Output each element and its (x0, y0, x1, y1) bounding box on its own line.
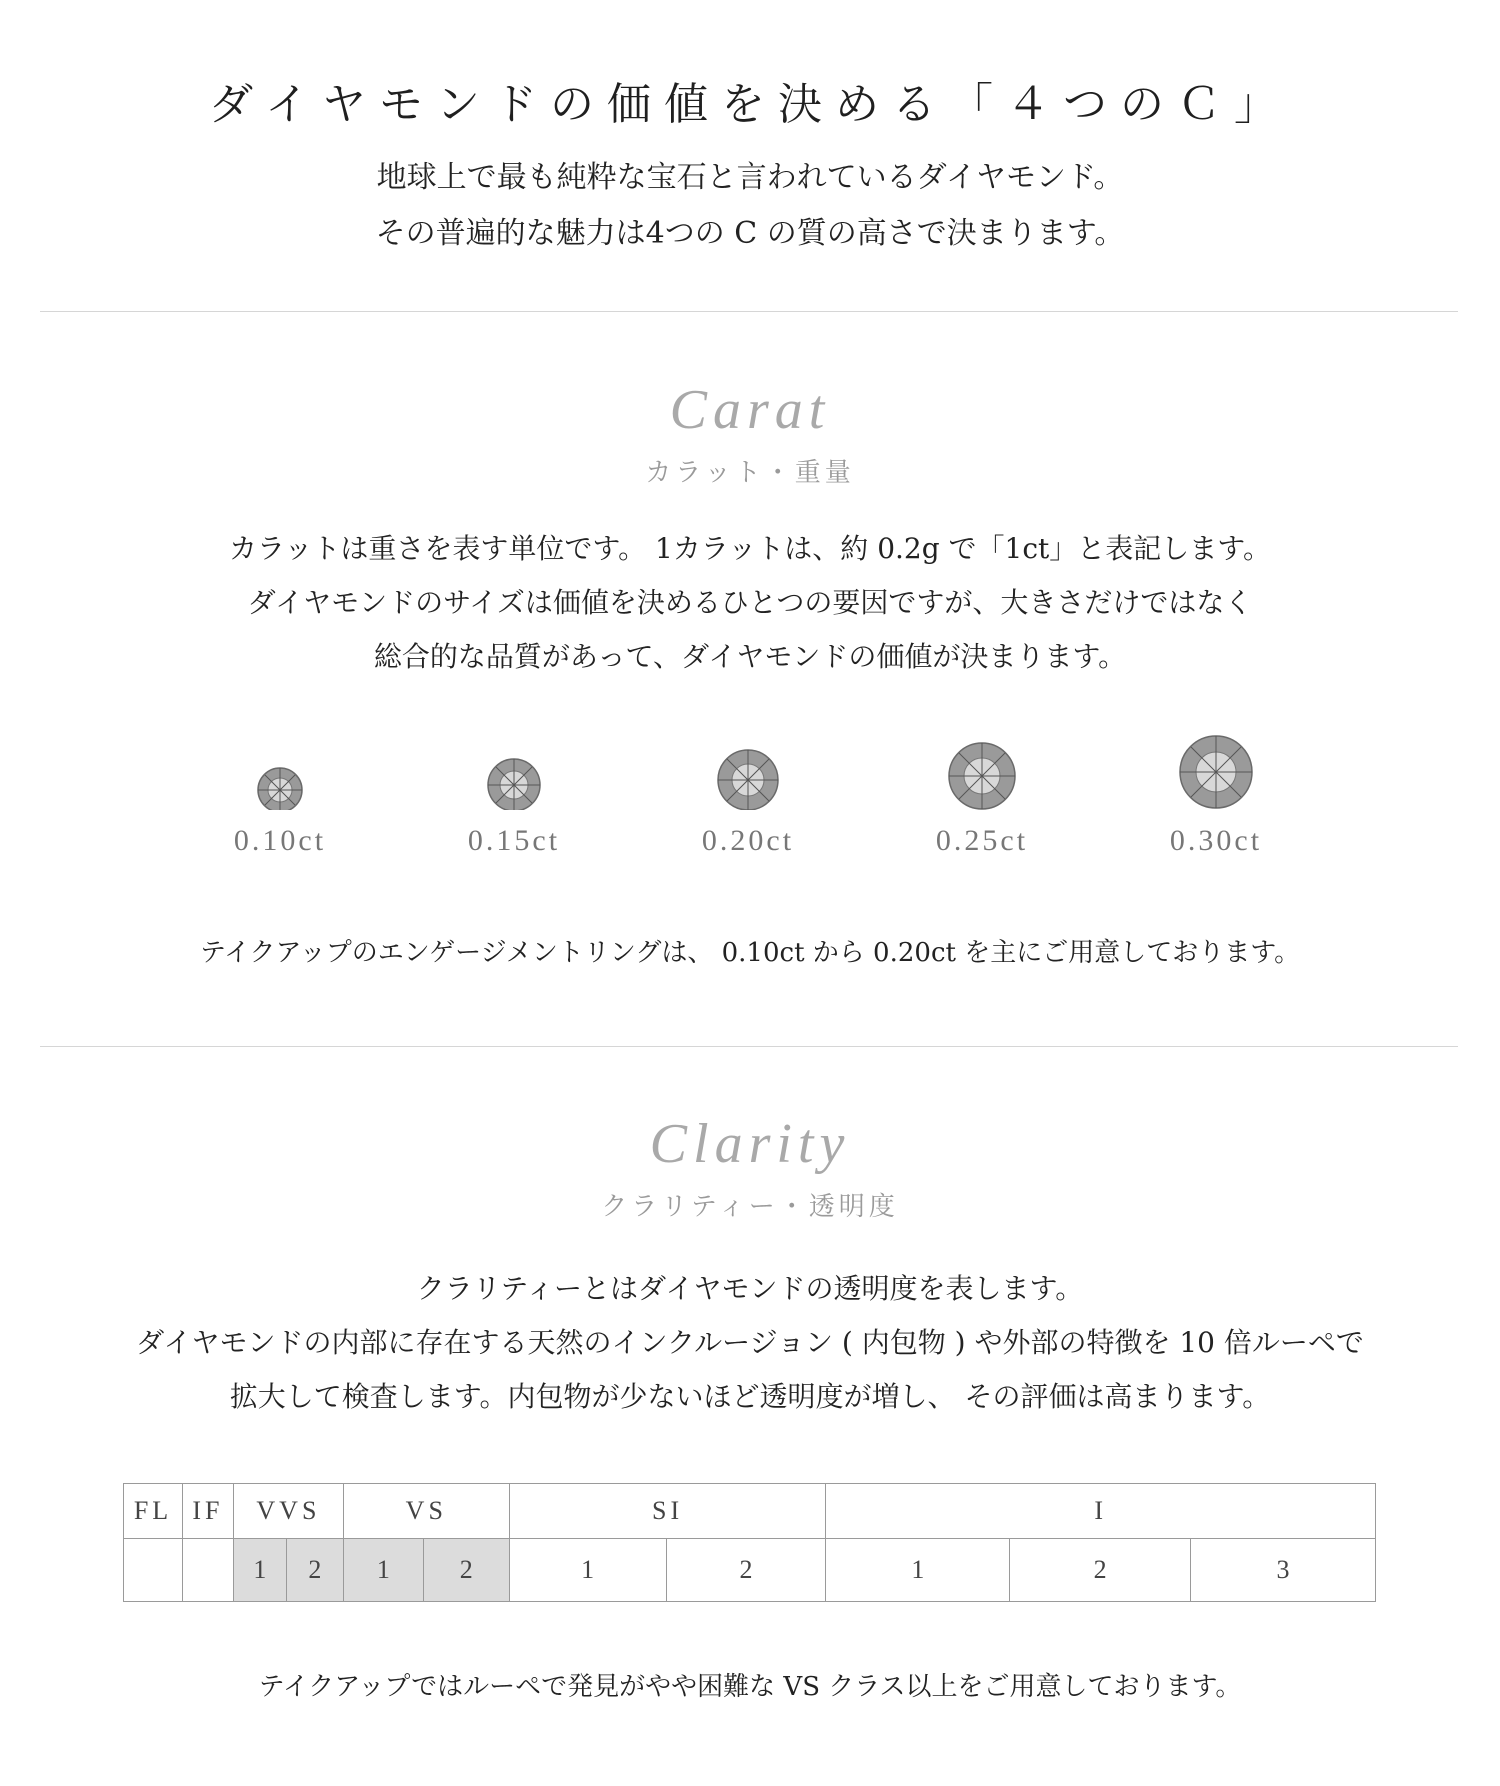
grade-group-if: IF (182, 1484, 233, 1539)
carat-size-label: 0.30ct (1169, 824, 1263, 857)
clarity-text-line-1: クラリティーとはダイヤモンドの透明度を表します。 (416, 1272, 1084, 1305)
grade-group-row (124, 1484, 1376, 1539)
grade-cell-vvs1: 1 (233, 1539, 286, 1602)
intro-line-2: その普遍的な魅力は4つの C の質の高さで決まります。 (375, 216, 1125, 251)
diamond-icon (708, 730, 788, 810)
grade-group-fl: FL (124, 1484, 183, 1539)
carat-description (0, 522, 1500, 684)
intro-line-1: 地球上で最も純粋な宝石と言われているダイヤモンド。 (376, 160, 1124, 195)
carat-size-row (0, 730, 1500, 880)
grade-group-vs: VS (343, 1484, 509, 1539)
page-title: ダイヤモンドの価値を決める「４つのＣ」 (208, 79, 1292, 130)
diamond-icon (942, 730, 1022, 810)
grade-group-i: I (826, 1484, 1376, 1539)
grade-group-vvs: VVS (233, 1484, 343, 1539)
clarity-text-line-2: ダイヤモンドの内部に存在する天然のインクルージョン ( 内包物 ) や外部の特徴を 10 倍ルーペで (136, 1326, 1364, 1359)
carat-text-line-3: 総合的な品質があって、ダイヤモンドの価値が決まります。 (373, 640, 1127, 673)
grade-cell-vs1: 1 (343, 1539, 423, 1602)
diamond-icon (240, 730, 320, 810)
clarity-text-line-3: 拡大して検査します。内包物が少ないほど透明度が増し、 その評価は高まります。 (229, 1380, 1271, 1413)
grade-group-si: SI (509, 1484, 826, 1539)
carat-size-item (1116, 730, 1316, 858)
carat-size-item (180, 730, 380, 858)
carat-subtitle: カラット・重量 (645, 458, 855, 488)
section-divider (40, 311, 1458, 312)
clarity-note: テイクアップではルーペで発見がやや困難な VS クラス以上をご用意しております。 (258, 1672, 1242, 1702)
carat-size-item (414, 730, 614, 858)
carat-size-label: 0.10ct (233, 824, 327, 857)
diamond-icon (1176, 730, 1256, 810)
carat-size-item (648, 730, 848, 858)
grade-cell-si2: 2 (666, 1539, 826, 1602)
carat-text-line-2: ダイヤモンドのサイズは価値を決めるひとつの要因ですが、大きさだけではなく (247, 586, 1253, 619)
grade-cell-vvs2: 2 (286, 1539, 343, 1602)
carat-note: テイクアップのエンゲージメントリングは、 0.10ct から 0.20ct を主にご用意しております。 (199, 938, 1301, 968)
carat-size-label: 0.25ct (935, 824, 1029, 857)
grade-cell-if (182, 1539, 233, 1602)
clarity-grade-table (123, 1483, 1376, 1602)
carat-text-line-1: カラットは重さを表す単位です。 1カラットは、約 0.2g で「1ct」と表記します。 (228, 532, 1272, 565)
grade-cell-fl (124, 1539, 183, 1602)
grade-cell-i3: 3 (1191, 1539, 1376, 1602)
carat-size-item (882, 730, 1082, 858)
carat-size-label: 0.20ct (701, 824, 795, 857)
grade-cell-i2: 2 (1010, 1539, 1191, 1602)
carat-size-label: 0.15ct (467, 824, 561, 857)
section-divider (40, 1046, 1458, 1047)
intro-text (0, 150, 1500, 262)
carat-title: Carat (669, 379, 831, 441)
grade-cell-i1: 1 (826, 1539, 1010, 1602)
clarity-subtitle: クラリティー・透明度 (601, 1192, 899, 1222)
grade-number-row (124, 1539, 1376, 1602)
clarity-description (0, 1262, 1500, 1424)
diamond-icon (474, 730, 554, 810)
grade-cell-si1: 1 (509, 1539, 666, 1602)
grade-cell-vs2: 2 (423, 1539, 509, 1602)
clarity-title: Clarity (649, 1113, 851, 1175)
